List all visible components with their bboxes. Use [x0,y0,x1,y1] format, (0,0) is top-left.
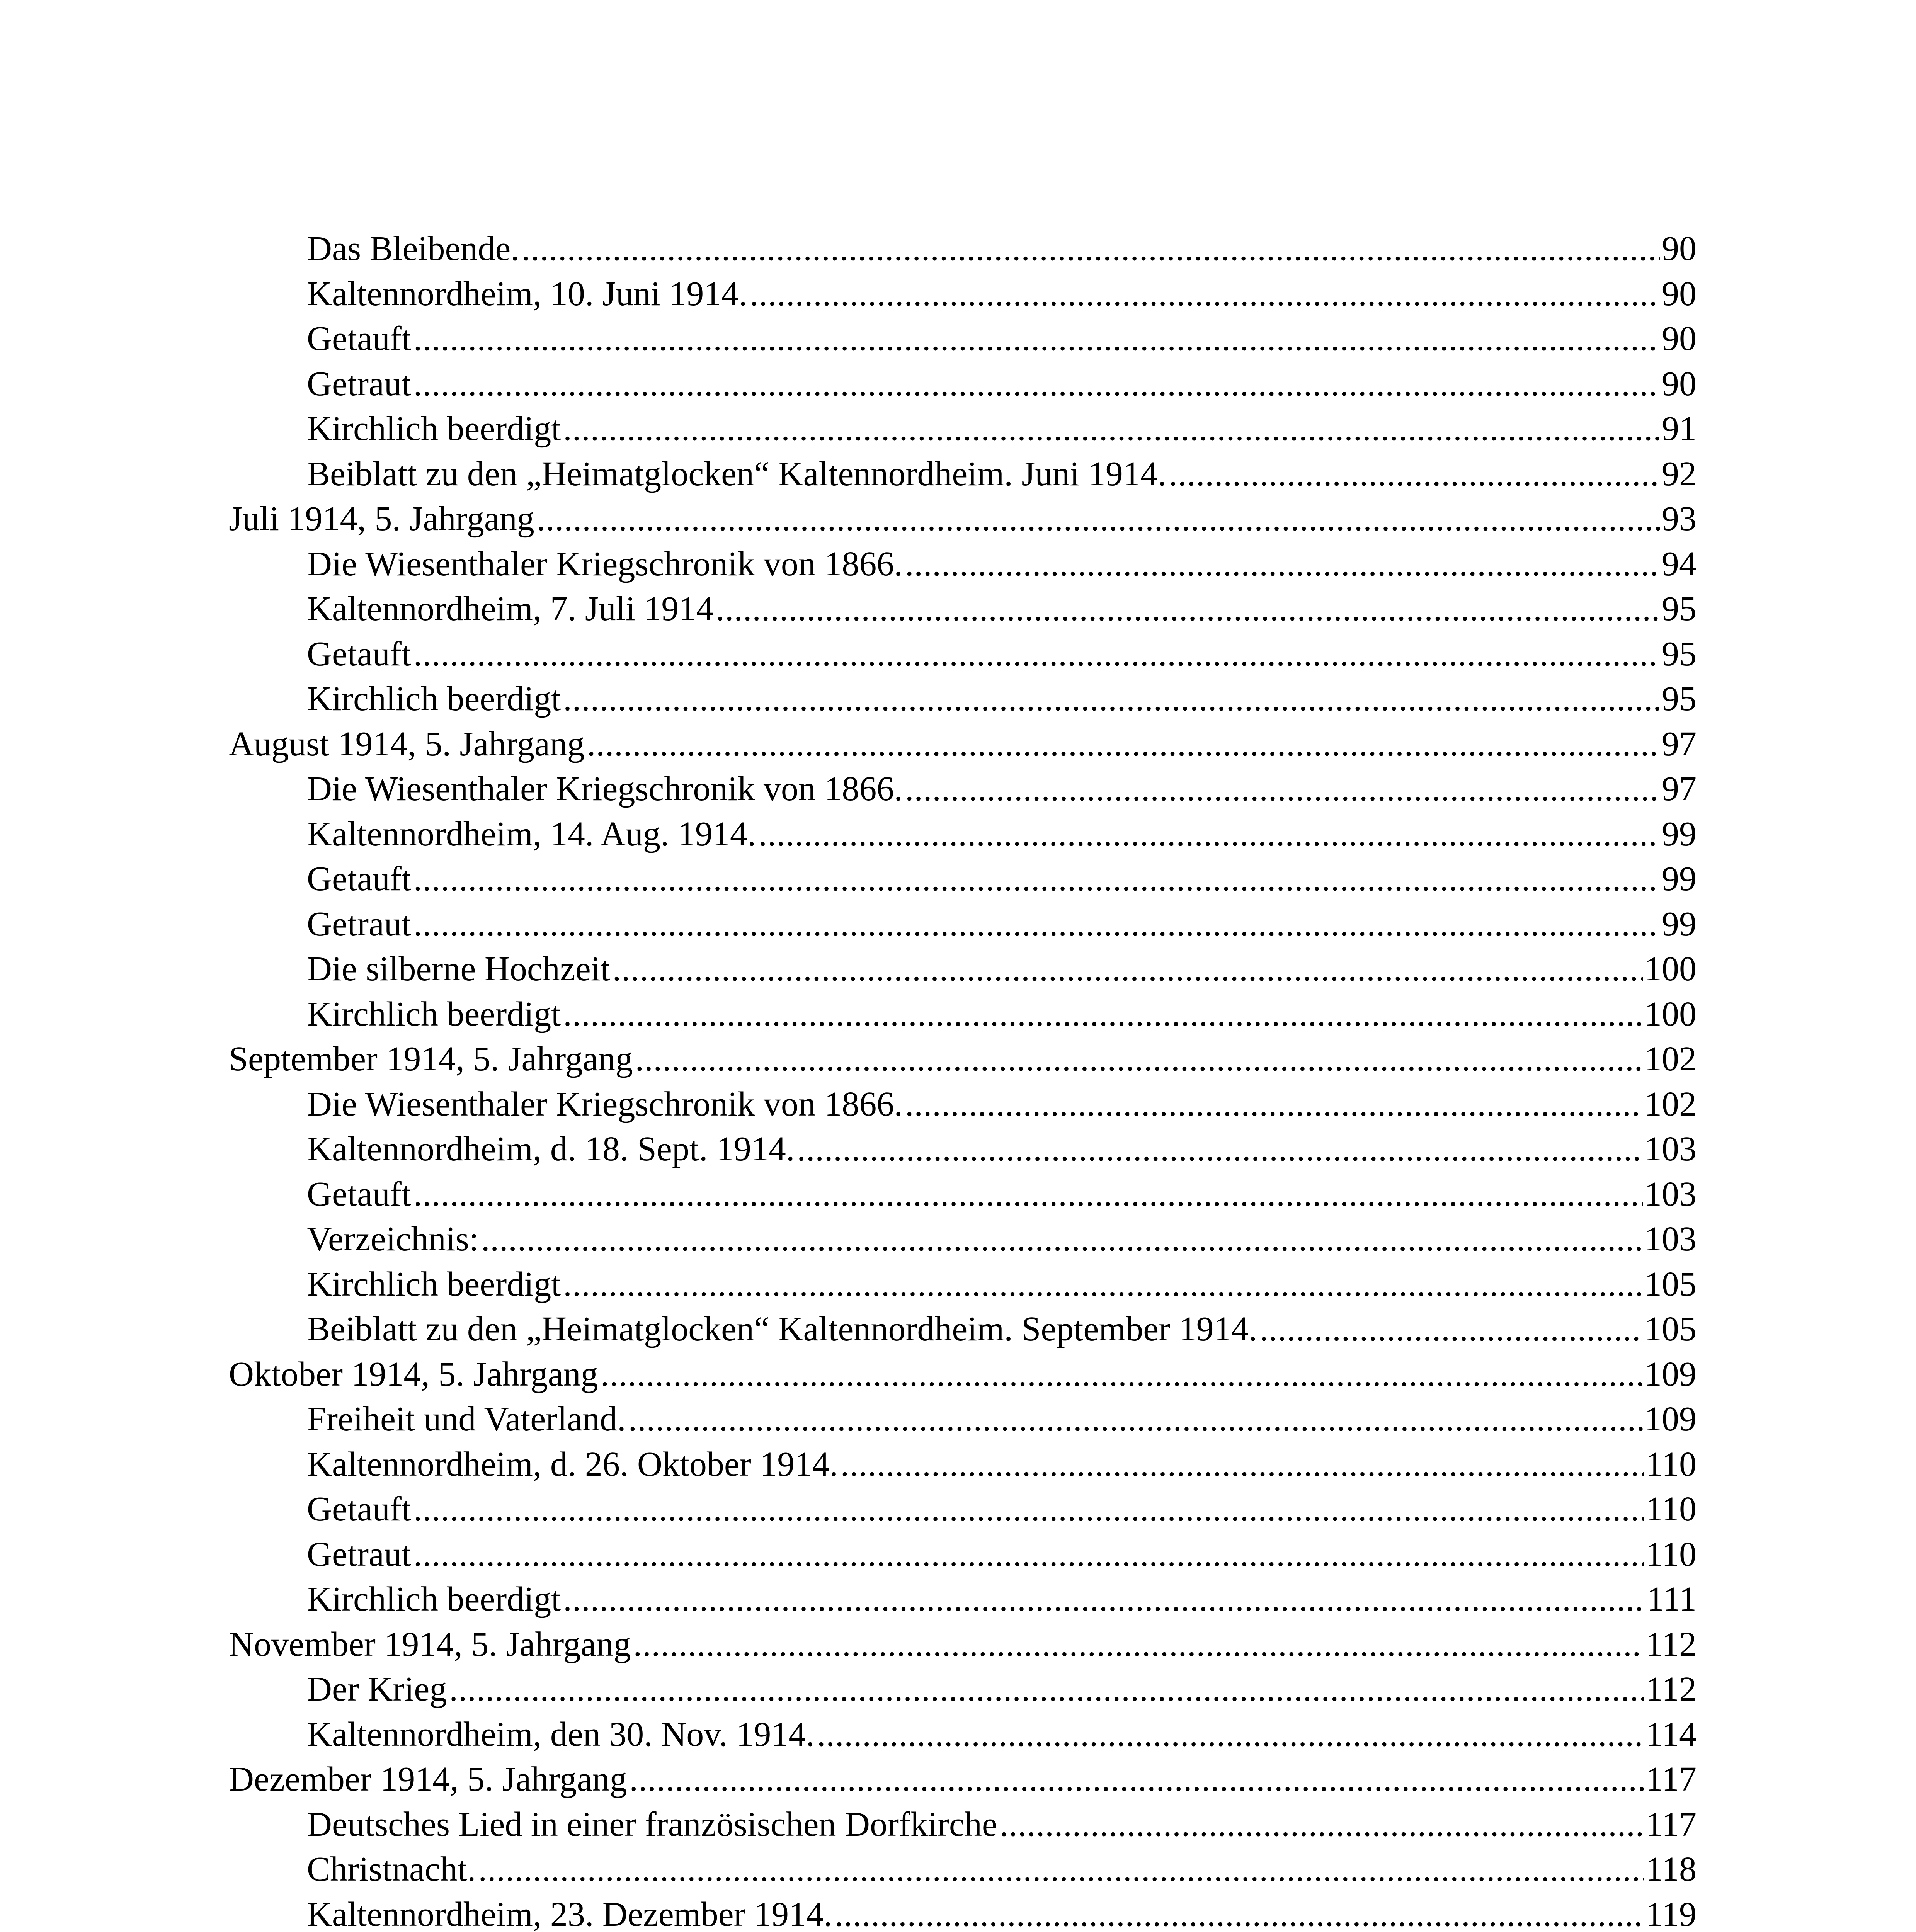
toc-entry-title: Freiheit und Vaterland. [307,1400,626,1438]
toc-entry-title: Kirchlich beerdigt [307,1265,561,1303]
toc-entry-page: 92 [1662,454,1696,493]
toc-entry-title: Getauft [307,1175,411,1213]
toc-dot-leader [633,1622,1644,1667]
toc-entry-page: 118 [1645,1850,1696,1888]
toc-entry-title: Verzeichnis: [307,1220,479,1258]
toc-entry-title: Kaltennordheim, den 30. Nov. 1914. [307,1715,815,1753]
toc-entry-title: Kirchlich beerdigt [307,680,561,718]
toc-entry-page: 110 [1645,1535,1696,1573]
toc-entry-page: 102 [1644,1085,1696,1123]
toc-dot-leader [413,362,1660,407]
toc-entry-title: Die Wiesenthaler Kriegschronik von 1866. [307,1085,903,1123]
toc-dot-leader [413,1487,1644,1532]
toc-entry-page: 110 [1645,1445,1696,1483]
toc-subentry [229,1397,1696,1442]
toc-subentry [229,272,1696,317]
toc-entry-title: Getraut [307,905,411,943]
toc-entry-title: Getauft [307,860,411,898]
toc-entry-title: Beiblatt zu den „Heimatglocken“ Kaltennordheim. Juni 1914. [307,454,1167,493]
toc-section-entry [229,722,1696,767]
toc-entry-title: Getauft [307,320,411,358]
toc-subentry [229,1172,1696,1217]
toc-subentry [229,1802,1696,1847]
toc-entry-page: 91 [1662,410,1696,448]
toc-dot-leader [413,1532,1644,1577]
toc-entry-page: 117 [1645,1805,1696,1844]
toc-subentry [229,406,1696,452]
toc-subentry [229,1082,1696,1127]
toc-entry-title: Die silberne Hochzeit [307,950,610,988]
toc-dot-leader [563,1577,1645,1622]
toc-subentry [229,1712,1696,1757]
toc-entry-title: Kaltennordheim, 10. Juni 1914. [307,274,747,313]
toc-entry-page: 99 [1662,860,1696,898]
toc-subentry [229,1577,1696,1622]
toc-entry-title: Kaltennordheim, 7. Juli 1914 [307,590,714,628]
toc-entry-page: 103 [1644,1130,1696,1168]
toc-subentry [229,226,1696,272]
toc-section-entry [229,497,1696,542]
toc-dot-leader [563,992,1643,1037]
toc-entry-page: 95 [1662,634,1696,673]
toc-entry-page: 105 [1644,1310,1696,1348]
toc-entry-title: Kirchlich beerdigt [307,1580,561,1618]
toc-subentry [229,812,1696,857]
toc-dot-leader [613,947,1643,992]
toc-subentry [229,902,1696,947]
toc-entry-page: 99 [1662,905,1696,943]
toc-subentry [229,632,1696,677]
toc-dot-leader [905,1082,1643,1127]
toc-subentry [229,1532,1696,1577]
toc-subentry [229,1487,1696,1532]
toc-entry-page: 110 [1645,1490,1696,1528]
toc-subentry [229,542,1696,587]
toc-dot-leader [835,1892,1644,1932]
toc-dot-leader [563,406,1660,452]
toc-dot-leader [635,1037,1643,1082]
toc-dot-leader [413,902,1660,947]
toc-dot-leader [587,722,1660,767]
toc-entry-page: 94 [1662,544,1696,583]
toc-entry-page: 109 [1644,1355,1696,1393]
toc-subentry [229,947,1696,992]
toc-entry-page: 100 [1644,995,1696,1033]
toc-entry-page: 102 [1644,1040,1696,1078]
table-of-contents [229,226,1696,1932]
toc-subentry [229,1217,1696,1262]
toc-dot-leader [481,1217,1643,1262]
toc-entry-page: 117 [1645,1760,1696,1798]
toc-entry-title: Christnacht. [307,1850,476,1888]
toc-dot-leader [413,1172,1643,1217]
toc-subentry [229,1442,1696,1487]
toc-entry-title: Kaltennordheim, d. 26. Oktober 1914. [307,1445,838,1483]
toc-section-entry [229,1757,1696,1802]
toc-subentry [229,452,1696,497]
toc-entry-page: 97 [1662,724,1696,763]
toc-entry-page: 97 [1662,770,1696,808]
toc-subentry [229,1892,1696,1932]
toc-entry-title: Die Wiesenthaler Kriegschronik von 1866. [307,544,903,583]
toc-dot-leader [628,1397,1643,1442]
toc-entry-page: 112 [1645,1625,1696,1663]
toc-entry-title: Kirchlich beerdigt [307,995,561,1033]
toc-entry-title: Getauft [307,1490,411,1528]
toc-dot-leader [1000,1802,1644,1847]
toc-entry-title: September 1914, 5. Jahrgang [229,1040,633,1078]
toc-entry-title: Das Bleibende. [307,230,519,268]
toc-dot-leader [758,812,1660,857]
toc-dot-leader [817,1712,1644,1757]
toc-dot-leader [601,1352,1643,1397]
toc-entry-page: 105 [1644,1265,1696,1303]
toc-dot-leader [522,226,1660,272]
toc-entry-page: 112 [1645,1670,1696,1708]
toc-entry-page: 99 [1662,815,1696,853]
toc-entry-page: 90 [1662,364,1696,403]
toc-entry-title: Getraut [307,364,411,403]
toc-entry-page: 103 [1644,1175,1696,1213]
toc-entry-title: Getraut [307,1535,411,1573]
toc-entry-title: Juli 1914, 5. Jahrgang [229,500,534,538]
toc-entry-page: 114 [1645,1715,1696,1753]
toc-entry-title: Deutsches Lied in einer französischen Dorfkirche [307,1805,997,1844]
toc-dot-leader [413,316,1660,362]
toc-entry-title: Kirchlich beerdigt [307,410,561,448]
toc-dot-leader [716,587,1660,632]
toc-subentry [229,1847,1696,1892]
toc-entry-title: Dezember 1914, 5. Jahrgang [229,1760,627,1798]
toc-entry-title: Die Wiesenthaler Kriegschronik von 1866. [307,770,903,808]
toc-entry-title: Der Krieg [307,1670,447,1708]
toc-dot-leader [449,1667,1644,1712]
toc-dot-leader [413,857,1660,902]
toc-dot-leader [750,272,1660,317]
toc-dot-leader [563,677,1660,722]
toc-entry-page: 95 [1662,680,1696,718]
toc-dot-leader [905,767,1660,812]
toc-subentry [229,677,1696,722]
toc-entry-page: 95 [1662,590,1696,628]
toc-dot-leader [537,497,1660,542]
toc-entry-title: Getauft [307,634,411,673]
toc-dot-leader [1259,1307,1643,1352]
toc-entry-title: Kaltennordheim, d. 18. Sept. 1914. [307,1130,795,1168]
toc-entry-title: Kaltennordheim, 23. Dezember 1914. [307,1895,832,1932]
toc-entry-title: Beiblatt zu den „Heimatglocken“ Kaltennordheim. September 1914. [307,1310,1257,1348]
toc-subentry [229,1262,1696,1307]
toc-subentry [229,1307,1696,1352]
toc-entry-page: 119 [1645,1895,1696,1932]
toc-dot-leader [1169,452,1660,497]
toc-entry-page: 109 [1644,1400,1696,1438]
toc-entry-page: 90 [1662,320,1696,358]
toc-subentry [229,316,1696,362]
toc-subentry [229,857,1696,902]
toc-entry-page: 103 [1644,1220,1696,1258]
toc-section-entry [229,1352,1696,1397]
toc-entry-page: 111 [1647,1580,1696,1618]
toc-entry-title: Kaltennordheim, 14. Aug. 1914. [307,815,756,853]
toc-entry-page: 90 [1662,274,1696,313]
toc-entry-page: 100 [1644,950,1696,988]
toc-subentry [229,587,1696,632]
toc-dot-leader [797,1127,1643,1172]
toc-dot-leader [413,632,1660,677]
toc-entry-title: August 1914, 5. Jahrgang [229,724,585,763]
toc-entry-title: Oktober 1914, 5. Jahrgang [229,1355,598,1393]
toc-subentry [229,1667,1696,1712]
toc-dot-leader [478,1847,1644,1892]
toc-dot-leader [563,1262,1643,1307]
toc-entry-page: 93 [1662,500,1696,538]
toc-dot-leader [905,542,1660,587]
toc-entry-title: November 1914, 5. Jahrgang [229,1625,631,1663]
toc-subentry [229,992,1696,1037]
toc-subentry [229,1127,1696,1172]
toc-dot-leader [630,1757,1644,1802]
toc-subentry [229,767,1696,812]
toc-dot-leader [841,1442,1644,1487]
toc-subentry [229,362,1696,407]
toc-section-entry [229,1037,1696,1082]
toc-entry-page: 90 [1662,230,1696,268]
toc-section-entry [229,1622,1696,1667]
